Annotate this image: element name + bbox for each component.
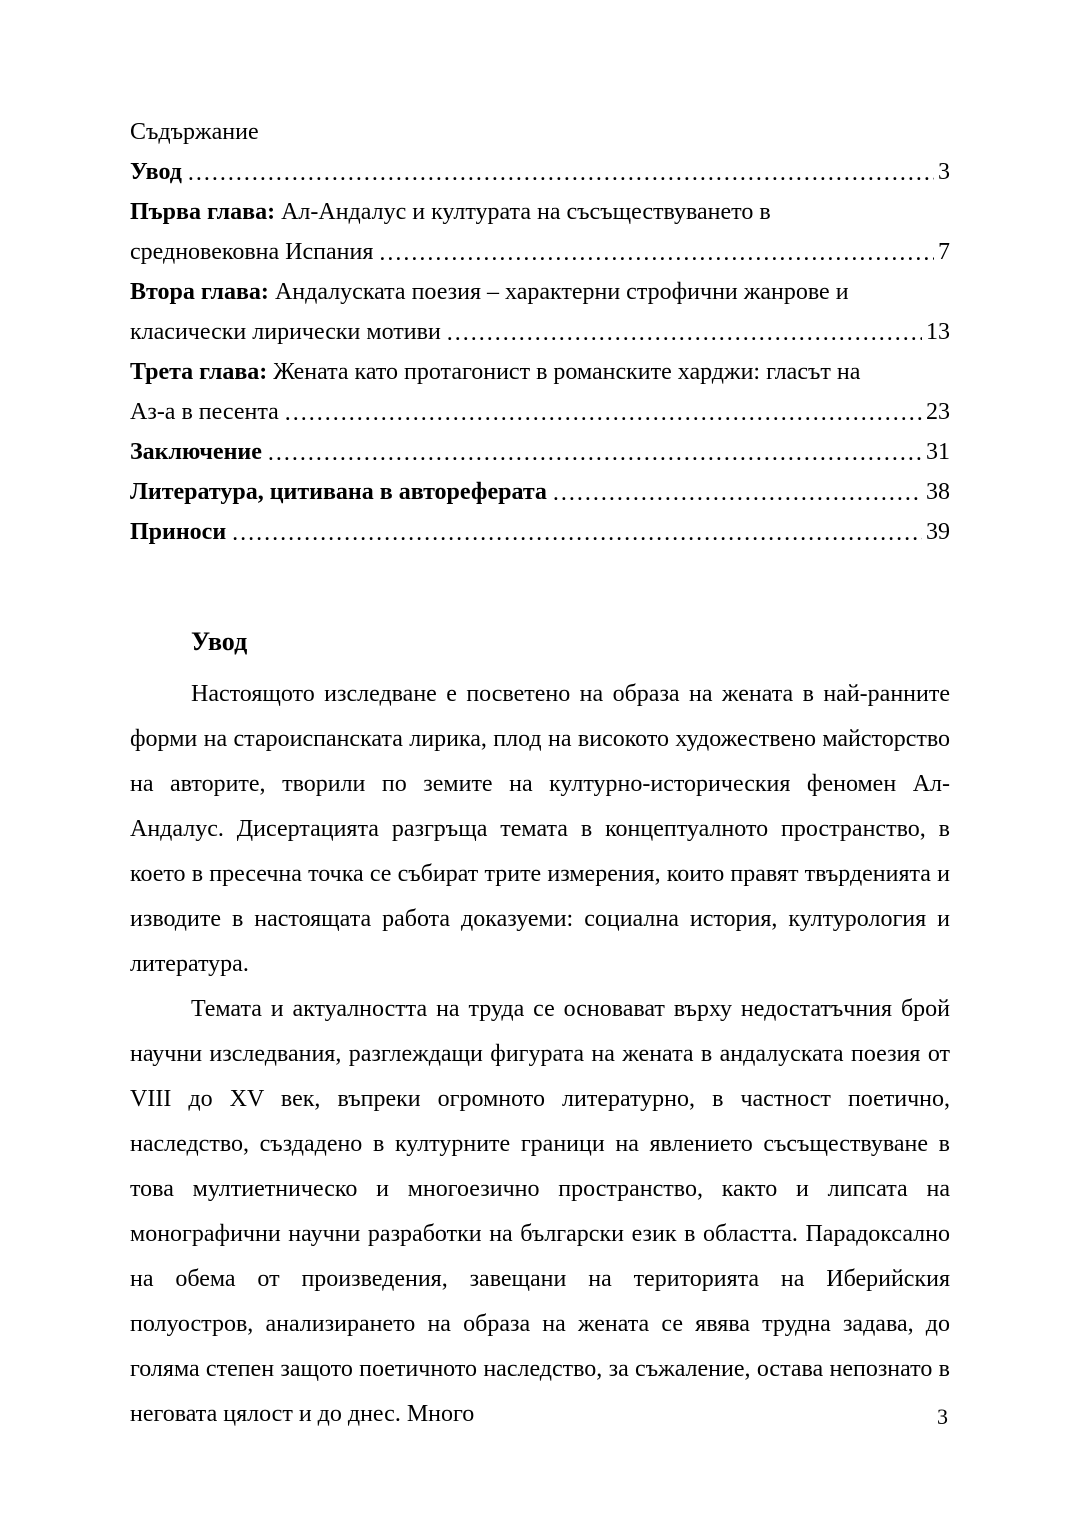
toc-entry-label[interactable]: Литература, цитивана в автореферата	[130, 479, 547, 505]
page-number: 3	[937, 1404, 948, 1429]
toc-dot-leader	[379, 232, 934, 272]
toc-page-number[interactable]: 38	[926, 479, 950, 505]
toc-entry-uvod[interactable]	[130, 152, 950, 192]
section-heading: Увод	[191, 627, 248, 656]
toc-entry-prinosi[interactable]	[130, 512, 950, 552]
toc-entry-text[interactable]: Ал-Андалус и културата на съсъществуването в	[275, 199, 771, 225]
toc-page-number[interactable]: 39	[926, 519, 950, 545]
toc-entry-literatura[interactable]	[130, 472, 950, 512]
toc-entry-label[interactable]: Увод	[130, 159, 182, 185]
toc-entry-label[interactable]: Заключение	[130, 439, 262, 465]
toc-page-number[interactable]: 7	[938, 239, 950, 265]
toc-entry-label[interactable]: Приноси	[130, 519, 227, 545]
toc-dot-leader	[188, 152, 934, 192]
toc-dot-leader	[285, 392, 922, 432]
toc-entry-chapter-1[interactable]	[130, 192, 950, 272]
paragraph-2: Темата и актуалността на труда се основават върху недостатъчния брой научни изследвания, разглеждащи фигурата на жената в андалуската поезия от VIII до XV век, въпреки огромното литературно, в частност поетично, наследство, създадено в културните граници на явлението съсъществуване в това мултиетническо и многоезично пространство, както и липсата на монографични научни разработки на български език в областта. Парадоксално на обема от произведения, завещани на територията на Иберийския полуостров, анализирането на образа на жената се явява трудна задава, до голяма степен защото поетичното наследство, за съжаление, остава непознато в неговата цялост и до днес. Много	[130, 996, 950, 1427]
toc-entry-text[interactable]: Аз-а в песента	[130, 399, 279, 425]
toc-page-number[interactable]: 3	[938, 159, 950, 185]
toc-entry-text[interactable]: Андалуската поезия – характерни строфични жанрове и	[268, 279, 849, 305]
toc-entry-text[interactable]: Жената като протагонист в романските харджи: гласът на	[267, 359, 861, 385]
toc-heading: Съдържание	[130, 119, 259, 145]
toc-entry-chapter-2[interactable]	[130, 272, 950, 352]
table-of-contents	[130, 112, 950, 552]
paragraph-1: Настоящото изследване е посветено на образа на жената в най-ранните форми на староиспанската лирика, плод на високото художествено майсторство на авторите, творили по земите на културно-историческия феномен Ал-Андалус. Дисертацията разгръща темата в концептуалното пространство, в което в пресечна точка се събират трите измерения, които правят твърденията и изводите в настоящата работа доказуеми: социална история, културология и литература.	[130, 681, 950, 977]
toc-entry-zakliuchenie[interactable]	[130, 432, 950, 472]
toc-entry-label[interactable]: Трета глава:	[130, 359, 268, 385]
toc-page-number[interactable]: 23	[926, 399, 950, 425]
toc-entry-label[interactable]: Първа глава:	[130, 199, 276, 225]
toc-dot-leader	[232, 512, 922, 552]
toc-entry-label[interactable]: Втора глава:	[130, 279, 269, 305]
toc-entry-text[interactable]: класически лирически мотиви	[130, 319, 441, 345]
toc-dot-leader	[268, 432, 922, 472]
toc-entry-chapter-3[interactable]	[130, 352, 950, 432]
toc-page-number[interactable]: 13	[926, 319, 950, 345]
section-uvod	[130, 622, 950, 1437]
toc-page-number[interactable]: 31	[926, 439, 950, 465]
toc-dot-leader	[553, 472, 922, 512]
toc-entry-text[interactable]: средновековна Испания	[130, 239, 374, 265]
toc-dot-leader	[447, 312, 922, 352]
